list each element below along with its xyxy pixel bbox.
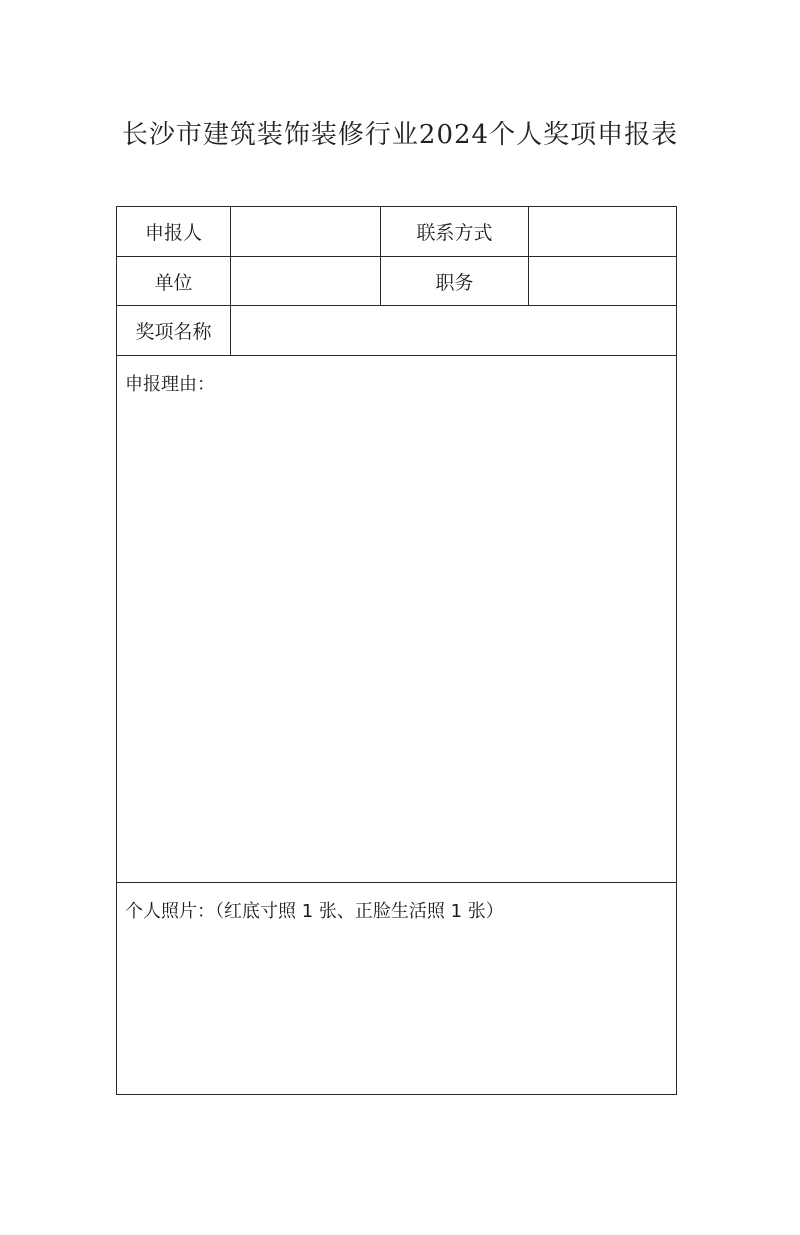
unit-label: 单位 — [117, 257, 231, 305]
reason-label: 申报理由： — [125, 374, 215, 395]
contact-field[interactable] — [529, 207, 676, 256]
form-row-photo[interactable] — [117, 883, 676, 1094]
position-field[interactable] — [529, 257, 676, 305]
page-title: 长沙市建筑装饰装修行业2024个人奖项申报表 — [121, 120, 679, 150]
form-row-applicant — [117, 207, 676, 257]
application-form-table — [116, 206, 677, 1095]
contact-label: 联系方式 — [381, 207, 529, 256]
award-name-label: 奖项名称 — [117, 306, 231, 355]
position-label: 职务 — [381, 257, 529, 305]
form-row-unit — [117, 257, 676, 306]
applicant-label: 申报人 — [117, 207, 231, 256]
award-name-field[interactable] — [231, 306, 676, 355]
photo-label: 个人照片：（红底寸照 1 张、正脸生活照 1 张） — [125, 901, 504, 922]
applicant-field[interactable] — [231, 207, 381, 256]
form-row-reason[interactable] — [117, 356, 676, 883]
form-row-award-name — [117, 306, 676, 356]
unit-field[interactable] — [231, 257, 381, 305]
